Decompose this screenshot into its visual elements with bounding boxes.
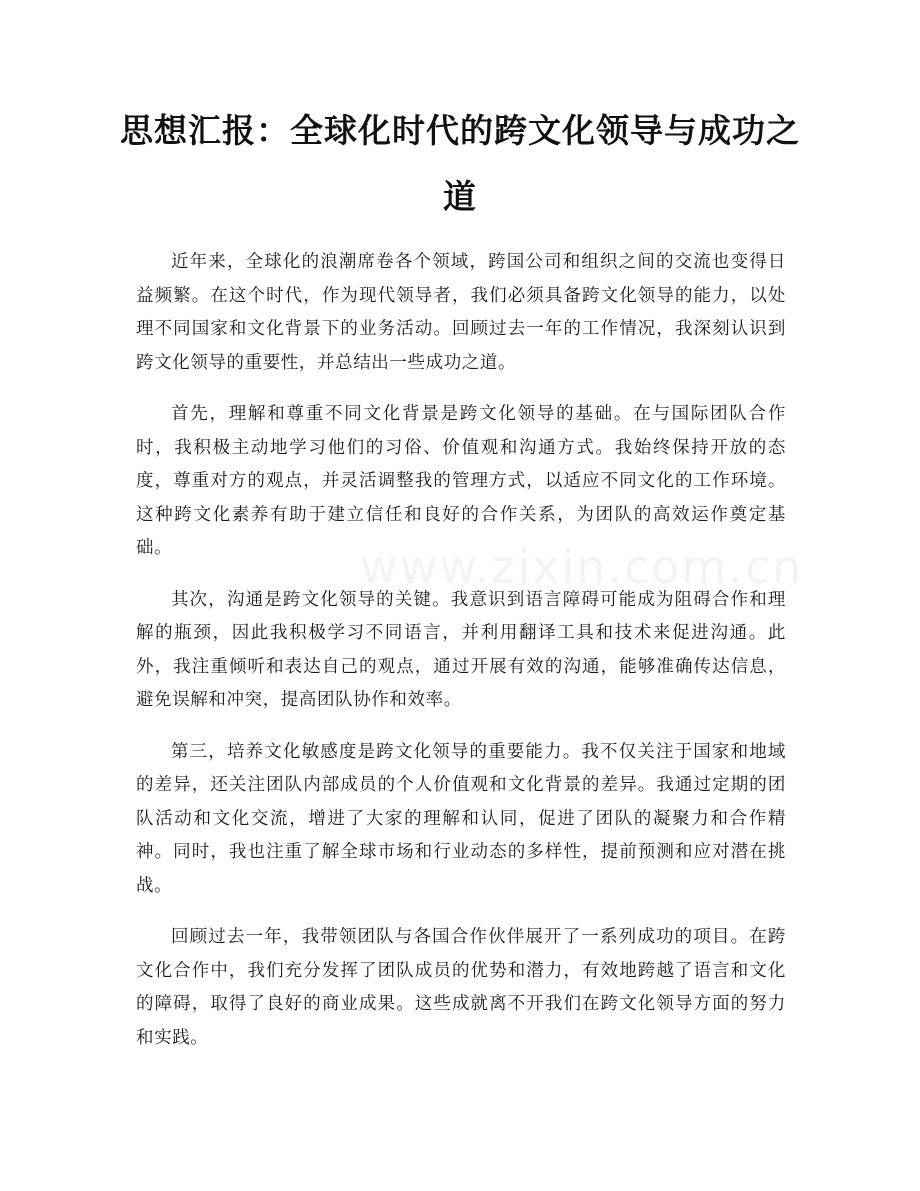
paragraph-5: 回顾过去一年，我带领团队与各国合作伙伴展开了一系列成功的项目。在跨文化合作中，我们充分发挥了团队成员的优势和潜力，有效地跨越了语言和文化的障碍，取得了良好的商业成果。这些成就离不开我们在跨文化领导方面的努力和实践。 [136, 927, 786, 1048]
page-title: 思想汇报：全球化时代的跨文化领导与成功之道 [120, 111, 800, 216]
document-body [136, 246, 786, 1073]
paragraph-4: 第三，培养文化敏感度是跨文化领导的重要能力。我不仅关注于国家和地域的差异，还关注团队内部成员的个人价值观和文化背景的差异。我通过定期的团队活动和文化交流，增进了大家的理解和认同，促进了团队的凝聚力和合作精神。同时，我也注重了解全球市场和行业动态的多样性，提前预测和应对潜在挑战。 [136, 741, 786, 896]
paragraph-3: 其次，沟通是跨文化领导的关键。我意识到语言障碍可能成为阻碍合作和理解的瓶颈，因此我积极学习不同语言，并利用翻译工具和技术来促进沟通。此外，我注重倾听和表达自己的观点，通过开展有效的沟通，能够准确传达信息，避免误解和冲突，提高团队协作和效率。 [136, 589, 786, 710]
paragraph-2: 首先，理解和尊重不同文化背景是跨文化领导的基础。在与国际团队合作时，我积极主动地学习他们的习俗、价值观和沟通方式。我始终保持开放的态度，尊重对方的观点，并灵活调整我的管理方式，以适应不同文化的工作环境。这种跨文化素养有助于建立信任和良好的合作关系，为团队的高效运作奠定基础。 [136, 404, 786, 558]
paragraph-1: 近年来，全球化的浪潮席卷各个领域，跨国公司和组织之间的交流也变得日益频繁。在这个时代，作为现代领导者，我们必须具备跨文化领导的能力，以处理不同国家和文化背景下的业务活动。回顾过去一年的工作情况，我深刻认识到跨文化领导的重要性，并总结出一些成功之道。 [136, 252, 786, 373]
watermark: www.zixin.com.cn [360, 540, 804, 594]
